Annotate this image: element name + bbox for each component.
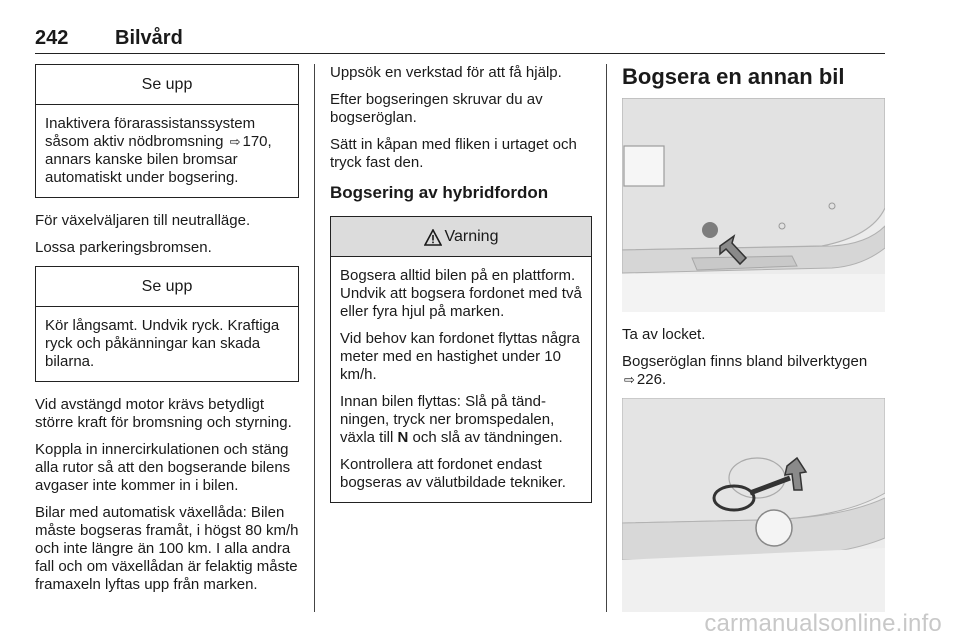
section-title: Bilvård [115, 27, 183, 49]
page-ref-arrow-icon: ⇨ [624, 372, 635, 387]
main-heading: Bogsera en annan bil [622, 64, 845, 89]
caution-title: Se upp [36, 65, 298, 105]
warning-box [330, 216, 592, 503]
column-divider [606, 64, 607, 612]
body-paragraph: Bilar med automatisk växellåda: Bilen måste bogseras framåt, i högst 80 km/h och inte längre än 100 km. I alla andra fall och om växellådan är felaktig måste framaxeln lyftas upp från marken. [35, 504, 299, 593]
caution-box [35, 266, 299, 382]
warning-text: Innan bilen flyttas: Slå på tändningen, tryck ner bromspedalen, växla till N och slå av tändningen. [340, 393, 563, 446]
page-number: 242 [35, 27, 69, 49]
body-paragraph: Vid avstängd motor krävs betydligt större kraft för bromsning och styrning. [35, 396, 292, 431]
caution-text: Kör långsamt. Undvik ryck. Kraftiga ryck och påkänningar kan skada bilarna. [45, 317, 280, 370]
caution-title: Se upp [36, 267, 298, 307]
caution-box [35, 64, 299, 198]
warning-triangle-icon [424, 229, 442, 246]
body-paragraph: Efter bogseringen skruvar du av bogseröglan. [330, 91, 543, 126]
column-1 [35, 64, 299, 603]
column-2 [330, 64, 592, 517]
column-divider [314, 64, 315, 612]
body-paragraph: Lossa parkeringsbromsen. [35, 239, 212, 256]
page-ref[interactable]: 226 [636, 371, 662, 388]
warning-title-bar [331, 217, 591, 257]
caution-text: Inaktivera förarassistanssystem såsom aktiv nödbromsning ⇨ 170, annars kanske bilen bromsar automatiskt under bogsering. [45, 115, 272, 186]
body-paragraph: Sätt in kåpan med fliken i urtaget och tryck fast den. [330, 136, 577, 171]
bumper-cover-illustration [622, 98, 885, 312]
body-paragraph: Ta av locket. [622, 326, 706, 343]
page-ref-arrow-icon: ⇨ [229, 134, 241, 149]
warning-text: Kontrollera att fordonet endast bogseras av välutbildade tekniker. [340, 456, 566, 491]
body-paragraph: Uppsök en verkstad för att få hjälp. [330, 64, 562, 81]
warning-title: Varning [444, 228, 499, 245]
page-header [35, 27, 885, 54]
page-ref[interactable]: 170 [242, 133, 268, 150]
warning-text: Vid behov kan fordonet flyttas några meter med en hastighet under 10 km/h. [340, 330, 580, 383]
column-3 [622, 64, 886, 626]
watermark: carmanualsonline.info [704, 610, 942, 637]
body-paragraph: Koppla in innercirkulationen och stäng alla rutor så att den bogserande bilens avgaser inte kommer in i bilen. [35, 441, 291, 494]
towing-eye-illustration [622, 398, 885, 612]
body-paragraph: Bogseröglan finns bland bilverktygen ⇨ 226. [622, 353, 868, 388]
body-paragraph: För växelväljaren till neutralläge. [35, 212, 251, 229]
warning-text: Bogsera alltid bilen på en plattform. Undvik att bogsera fordonet med två eller fyra hjul på marken. [340, 267, 582, 320]
gear-n: N [397, 429, 409, 446]
section-heading: Bogsering av hybridfordon [330, 183, 549, 202]
